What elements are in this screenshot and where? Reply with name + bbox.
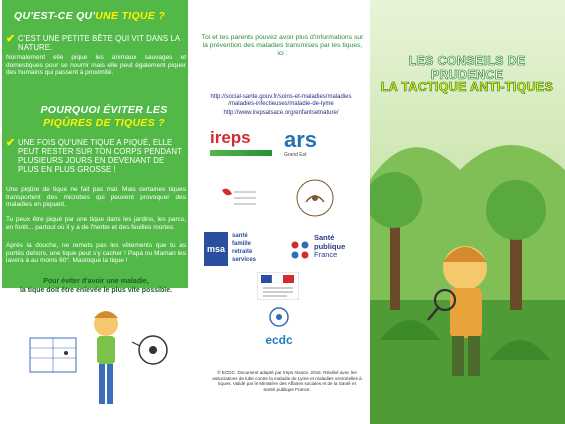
ecdc-star-icon [259,306,299,328]
msa-word-4: services [232,257,257,263]
section2-title-yellow: PIQÛRES DE TIQUES ? [43,117,165,129]
child-illustration [8,302,188,422]
section2-bullet: UNE FOIS QU'UNE TIQUE A PIQUÉ, ELLE PEUT RESTER SUR TON CORPS PENDANT PLUSIEURS JOURS EN DEVENANT DE PLUS EN PLUS GROSSE ! [18,138,182,174]
ars-logo-sub: Grand Est [284,152,307,158]
sante-publique-1: Santé [314,233,335,242]
right-title-1: LES CONSEILS DE PRUDENCE [408,54,526,82]
msa-logo-badge: msa [204,232,228,266]
section1-text: Normalement elle pique les animaux sauvages et domestiques pour se nourrir mais elle peut également piquer des humains qui passent à proximité. [6,54,186,77]
middle-footer: © ECDC. Document adapté par Ireps Alsace, 2016. Réalisé avec les associations de lutte contre la maladie de Lyme et maladies vectorielles à tiques. Validé par le Ministère des Affaires sociales et de la Santé et Santé publique France. [212,370,362,392]
ars-logo-text: ars [284,127,318,152]
sante-publique-2: publique [314,241,346,251]
centre-national-logo [288,176,342,220]
msa-logo [204,232,284,268]
ireps-logo-text: ireps [210,128,251,147]
section2-para1: Une piqûre de tique ne fait pas mal. Mais certaines tiques transportent des microbes qui peuvent provoquer des maladies en piquant. [6,186,186,209]
ecdc-logo [256,306,302,350]
link-social-sante-2[interactable]: /maladies-infectieuses/maladie-de-lyme [228,101,334,107]
ars-logo [284,128,344,168]
section2-para2: Tu peux être piqué par une tique dans les jardins, les parcs, en forêt... partout où il y a de l'herbe et des feuilles mortes. [6,216,186,231]
middle-intro: Toi et tes parents pouvez avoir plus d'informations sur la prévention des maladies transmises par les tiques, ici : [201,34,364,57]
section2-title [24,104,184,130]
sante-publique-logo [290,234,354,268]
msa-word-2: famille [232,241,252,247]
link-social-sante-1[interactable]: http://social-sante.gouv.fr/soins-et-maladies/maladies [210,94,352,100]
msa-word-3: retraite [232,249,253,255]
msa-word-1: santé [232,233,248,239]
section1-title-yellow: UNE TIQUE ? [95,10,166,22]
right-title-2: LA TACTIQUE ANTI-TIQUES [380,80,554,94]
link-ireps[interactable]: http://www.irepsalsace.org/enfantsetnature/ [223,110,339,116]
sante-publique-3: France [314,250,338,259]
check-icon: ✔ [6,137,16,149]
section2-title-white: POURQUOI ÉVITER LES [40,104,168,116]
section2-para3: Après la douche, ne remets pas les vêtements que tu as portés dehors, une tique peut s'y cacher ! Papa ou Maman les lavera à au moins 60°. Mastoque la tique ! [6,242,186,265]
check-icon: ✔ [6,33,16,45]
section1-title-white: QU'EST-CE QU' [14,10,96,22]
ministere-logo [257,272,299,300]
section1-title [14,10,192,22]
ireps-logo [210,128,272,164]
section2-bold-1: Pour éviter d'avoir une maladie, [43,278,149,285]
ecdc-logo-text: ecdc [265,333,293,347]
section1-bullet: C'EST UNE PETITE BÊTE QUI VIT DANS LA NATURE. [18,34,180,52]
section2-bold-2: la tique doit être enlevée le plus vite possible. [19,287,173,294]
reseau-logo [214,184,258,218]
